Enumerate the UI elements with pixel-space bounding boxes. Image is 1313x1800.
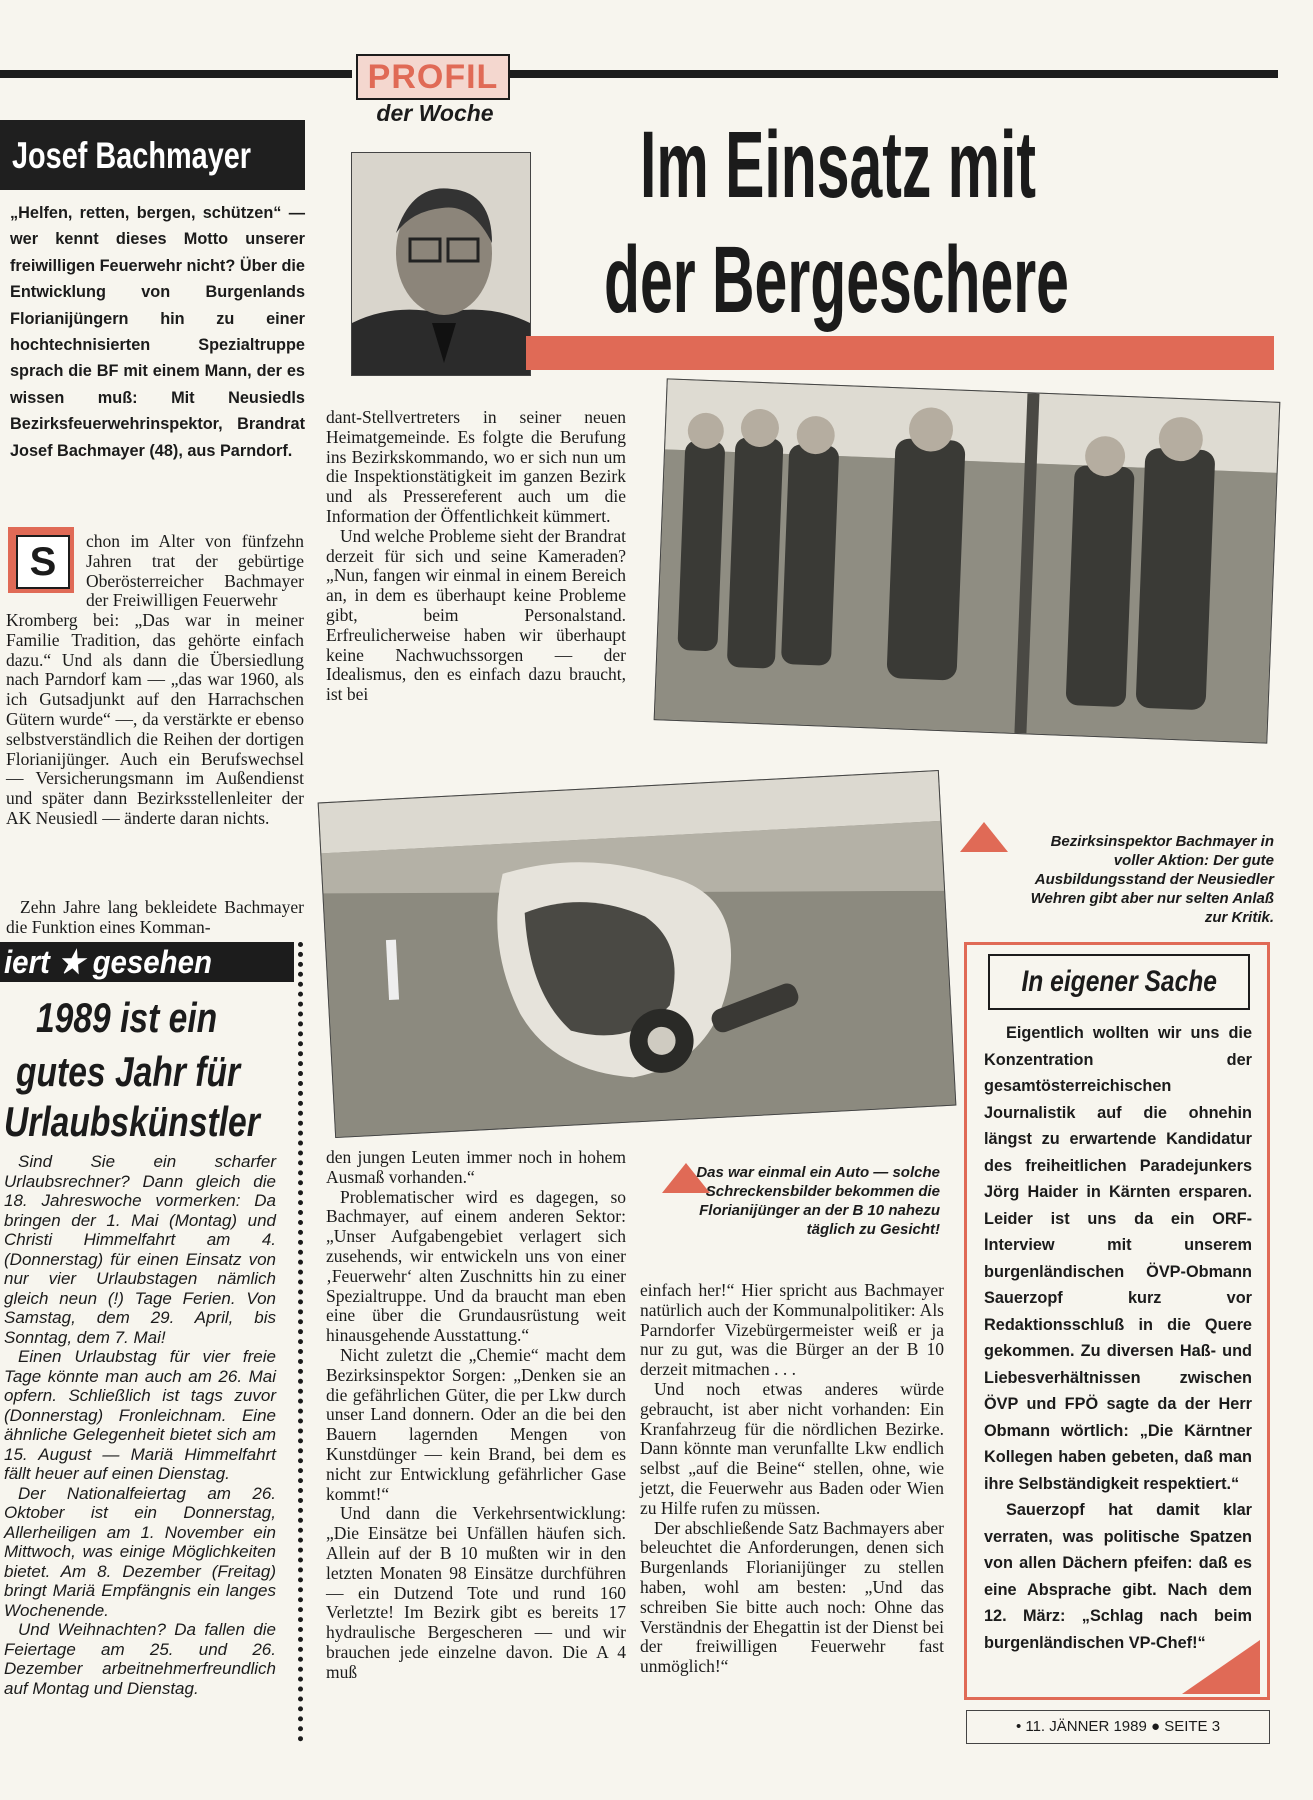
name-box-label: Josef Bachmayer: [12, 135, 252, 176]
wreck-photo: [318, 770, 957, 1138]
col3-para: Der abschließende Satz Bachmayers aber beleuchtet die Anforderungen, denen sich Burgenlands Florianijünger zu stellen haben, wohl am besten: „Und das schreiben Sie bitte auch noch: Ohne das Verständnis der Ehegattin ist der Dienst bei der freiwilligen Feuerwehr fast unmöglich!“: [640, 1517, 944, 1677]
dropcap-letter: S: [29, 540, 57, 584]
top-rule-right: [510, 70, 1278, 78]
col2-para: Und dann die Verkehrsentwicklung: „Die Einsätze bei Unfällen häufen sich. Allein auf der B 10 mußten wir in den letzten Monaten 98 Einsätze durchführen — ein Dutzend Tote und rund 160 Verletzte! Im Bezirk gibt es bereits 17 hydraulische Bergescheren — und wir brauchen jede einzelne davon. Die A 4 muß: [326, 1503, 626, 1682]
eigene-sache-title-box: [988, 954, 1250, 1010]
eigene-sache-para: Sauerzopf hat damit klar verraten, was politische Spatzen von allen Dächern pfeifen: daß es eine Absprache gibt. Nach dem 12. März: „Schlag nach beim burgenländischen VP-Chef!“: [984, 1501, 1252, 1652]
intro-text: „Helfen, retten, bergen, schützen“ — wer kennt dieses Motto unserer freiwilligen Feuerwehr nicht? Über die Entwicklung von Burgenlands Florianijüngern hin zu einer hochtechnisierten Spezialtruppe sprach die BF mit einem Mann, der es wissen muß: Mit Neusiedls Bezirksfeuerwehrinspektor, Brandrat Josef Bachmayer (48), aus Parndorf.: [10, 204, 305, 460]
top-rule-left: [0, 70, 352, 78]
eigene-sache-title: In eigener Sache: [1021, 965, 1217, 998]
portrait-photo: [351, 152, 531, 376]
eigene-sache-body: [984, 1020, 1252, 1656]
col3: [640, 1281, 944, 1677]
col2-para: Nicht zuletzt die „Chemie“ macht dem Bezirksinspektor Sorgen: „Denken sie an die gefährlichen Güter, die per Lkw durch unser Land donnern. Oder an die bei den Bauern lagernden Mengen von Kunstdünger — kein Brand, bei dem es nicht zur Entwicklung gefährlicher Gase kommt!“: [326, 1344, 626, 1504]
gesehen-para: Und Weihnachten? Da fallen die Feiertage am 25. und 26. Dezember arbeitnehmerfreundlich auf Montag und Dienstag.: [4, 1620, 276, 1698]
profil-label: PROFIL: [367, 58, 499, 96]
caption1-triangle: [960, 822, 1008, 852]
footer-box: [966, 1710, 1270, 1744]
col1-lead-cont: Kromberg bei: „Das war in meiner Familie Tradition, das gehörte einfach dazu.“ Und als dann die Übersiedlung nach Parndorf kam — „das war 1960, als ich Gutsadjunkt auf den Harrachschen Gütern wurde“ —, da verstärkte er ebenso selbstverständlich die Reihen der dortigen Florianijünger. Auch ein Berufswechsel — Versicherungsmann im Außendienst und später dann Bezirksstellenleiter der AK Neusiedl — änderte daran nichts.: [6, 610, 304, 828]
firemen-photo: [654, 378, 1281, 743]
col3-para: Und noch etwas anderes würde gebraucht, ist aber nicht vorhanden: Ein Kranfahrzeug für die nördlichen Bezirke. Dann könnte man verunfallte Lkw endlich selbst „auf die Beine“ stellen, ohne, wie jetzt, die Feuerwehr aus Baden oder Wien zu Hilfe rufen zu müssen.: [640, 1378, 944, 1518]
gesehen-headline-1: 1989 ist ein: [36, 994, 218, 1041]
gesehen-banner-label: iert ★ gesehen: [4, 944, 213, 980]
col2-para: den jungen Leuten immer noch in hohem Ausmaß vorhanden.“: [326, 1147, 626, 1187]
dropcap-inner: [16, 535, 70, 589]
caption1: Bezirksinspektor Bachmayer in voller Aktion: Der gute Ausbildungsstand der Neusiedler Wehren gibt aber nur selten Anlaß zur Kritik.: [1030, 833, 1274, 926]
caption2: Das war einmal ein Auto — solche Schreckensbilder bekommen die Florianijünger an der B 10 nahezu täglich zu Gesicht!: [696, 1164, 940, 1238]
col2-bottom: [326, 1148, 626, 1683]
gesehen-para: Sind Sie ein scharfer Urlaubsrechner? Dann gleich die 18. Jahreswoche vormerken: Da bringen der 1. Mai (Montag) und Christi Himmelfahrt am 4. (Donnerstag) für einen Einsatz von nur vier Urlaubstagen nämlich gleich neun (!) Tage Ferien. Von Samstag, dem 29. April, bis Sonntag, dem 7. Mai!: [4, 1152, 276, 1347]
col2-para: dant-Stellvertreters in seiner neuen Heimatgemeinde. Es folgte die Berufung ins Bezirkskommando, wo er sich nun um die Inspektionstätigkeit im ganzen Bezirk und als Pressereferent auch um die Information der Öffentlichkeit kümmert.: [326, 407, 626, 526]
gesehen-dotted-border: [298, 942, 303, 1742]
col1-last: Zehn Jahre lang bekleidete Bachmayer die Funktion eines Komman-: [6, 897, 304, 937]
col2-para: Und welche Probleme sieht der Brandrat derzeit für sich und seine Kameraden? „Nun, fangen wir einmal in einem Bereich an, in dem es überhaupt keine Probleme gibt, beim Personalstand. Erfreulicherweise haben wir überhaupt keine Nachwuchssorgen — der Idealismus, den es einfach dazu braucht, ist bei: [326, 525, 626, 705]
page-curl: [1182, 1640, 1260, 1694]
footer-date: • 11. JÄNNER 1989 ● SEITE 3: [1015, 1718, 1221, 1735]
profil-kicker: [356, 54, 510, 100]
der-woche-label: der Woche: [376, 100, 494, 126]
eigene-sache-para: Eigentlich wollten wir uns die Konzentration der gesamtösterreichischen Journalistik auf die ohnehin längst zu erwartende Kandidatur des freiheitlichen Paradejunkers Jörg Haider in Kärnten ersparen. Leider ist uns da ein ORF-Interview mit unserem burgenländischen ÖVP-Obmann Sauerzopf kurz vor Redaktionsschluß in die Quere gekommen. Zu diversen Haß- und Liebesverhältnissen zwischen ÖVP und FPÖ sagte da der Herr Obmann wörtlich: „Die Kärntner Kollegen haben gebeten, daß man ihre Selbständigkeit respektiert.“: [984, 1024, 1252, 1493]
headline-red-rule: [526, 336, 1274, 370]
headline-line2: der Bergeschere: [604, 227, 1069, 333]
col2-para: Problematischer wird es dagegen, so Bachmayer, auf einem anderen Sektor: „Unser Aufgabengebiet verlagert sich zusehends, wir entwickeln uns von einer ‚Feuerwehr‘ alten Zuschnitts hin zu einer Spezialtruppe. Und da braucht man eben eine über die Grundausrüstung weit hinausgehende Ausstattung.“: [326, 1186, 626, 1346]
col1-lead: chon im Alter von fünfzehn Jahren trat der gebürtige Oberösterreicher Bachmayer der Freiwilligen Feuerwehr: [86, 531, 304, 611]
col3-para: einfach her!“ Hier spricht aus Bachmayer natürlich auch der Kommunalpolitiker: Als Parndorfer Vizebürgermeister weiß er ja nur zu gut, was die Bürger an der B 10 derzeit mitmachen . . .: [640, 1280, 944, 1380]
headline-line1: Im Einsatz mit: [640, 112, 1037, 218]
gesehen-headline-3: Urlaubskünstler: [4, 1098, 260, 1145]
gesehen-headline-2: gutes Jahr für: [16, 1048, 241, 1095]
col2-top: [326, 408, 626, 705]
gesehen-body: [4, 1152, 276, 1698]
gesehen-para: Einen Urlaubstag für vier freie Tage könnte man auch am 26. Mai opfern. Schließlich ist tags zuvor (Donnerstag) Fronleichnam. Eine ähnliche Gelegenheit bietet sich am 15. August — Mariä Himmelfahrt fällt heuer auf einen Dienstag.: [4, 1347, 276, 1483]
gesehen-para: Der Nationalfeiertag am 26. Oktober ist ein Donnerstag, Allerheiligen am 1. November ein Mittwoch, was einige Möglichkeiten bietet. Am 8. Dezember (Freitag) bringt Mariä Empfängnis ein langes Wochenende.: [4, 1483, 276, 1620]
